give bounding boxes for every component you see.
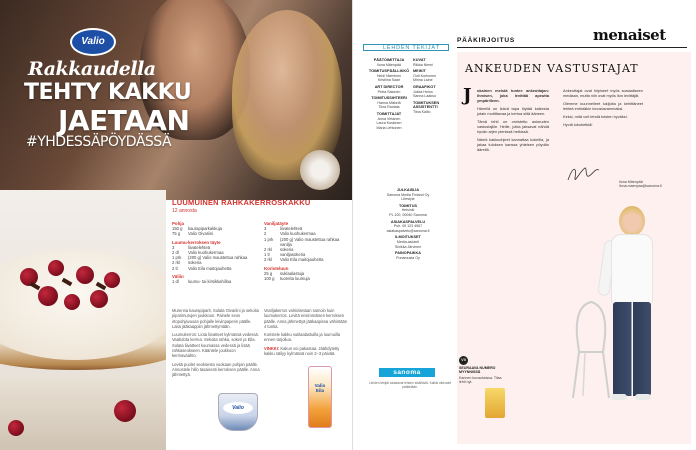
ingredient-name: Valio kuohukermaa [188, 250, 224, 256]
cake-plate [0, 380, 166, 450]
drop-cap: J [463, 85, 472, 106]
portrait-head [619, 206, 645, 236]
ingredient-row [264, 237, 350, 247]
staff-role: GRAAFIKOT [413, 84, 436, 89]
ingredient-row [264, 276, 350, 281]
method-paragraph: Koristele kakku suklaalastuilla ja luumuilla ennen tarjoilua. [264, 332, 340, 343]
product-label: Valio [223, 402, 253, 414]
method-paragraph: Levitä puolet seoksesta vuokaan pohjan päälle. Annostele hillo tasaisesti kerroksen päälle. Anna jähmettyä. [172, 361, 260, 378]
staff-name: Jukka Heino [413, 89, 433, 94]
editorial-paragraph: Hyviä lukuhetkiä! [563, 122, 593, 127]
recipe-serves: 12 annosta [172, 208, 197, 214]
ingredient-name: tuoreita luumuja [280, 276, 310, 282]
ingredient-name: liivatelehteä [188, 244, 211, 250]
editorial-paragraph: Keksi, mitä voit tehdä toisten hyväksi. [563, 114, 628, 119]
staff-role: TOIMITUSPÄÄLLIKKÖ [368, 69, 410, 74]
ingredient-amount: 2 [264, 231, 267, 237]
ingredient-amount: 3 [264, 226, 267, 232]
staff-role: TOIMITTAJAT [376, 111, 402, 116]
berry [76, 266, 94, 284]
berry [90, 290, 108, 308]
header-rule [457, 47, 687, 48]
staff-column-2 [413, 56, 457, 115]
method-paragraph: Luumukerros: Liota liivatteet kylmässä vedessä. Vaahdota kerma. Sekoita rahka, sokeri ja Eila. Sulata liivatteet kuumassa vedessä ja lisää rahkaseokseen. Kääntele joukkoon kermavaahto. [172, 332, 259, 359]
ingredient-column-1 [172, 218, 258, 284]
sanoma-logo: sanoma [379, 368, 435, 377]
berry [114, 400, 136, 422]
ingredient-row [172, 279, 258, 284]
ingredient-section-title: Väliin [172, 273, 184, 279]
staff-name: Anna Virtanen [377, 116, 401, 121]
ingredient-amount: 2 rkl [264, 257, 272, 263]
ingredient-row [264, 257, 350, 262]
product-package-rahka [218, 393, 258, 431]
editorial-title: ANKEUDEN VASTUSTAJAT [465, 62, 639, 75]
method-paragraph: Murenna kaurapiparit. Sulata Oivariini ja sekoita piparimurujen joukkoon. Painele seos irtopohjavuoan pohjalle leivinpaperin päälle. Laita jääkaappiin jähmettymään. [172, 308, 259, 329]
product-package-eila [308, 366, 332, 428]
staff-name: Puh. 09 123 4567 [393, 224, 423, 229]
staff-name: Maria Lehtonen [376, 125, 402, 130]
staff-name: Petra Salonen [377, 89, 401, 94]
ingredient-column-2 [264, 218, 350, 281]
recipe-method-2 [264, 308, 350, 359]
hero-script-heading: Rakkaudella [28, 58, 156, 80]
staff-role: TOIMITUKSEN ASSISTENTTI [413, 100, 440, 110]
ingredient-amount: 2 dl [172, 250, 179, 256]
ingredient-section-title: Pohja [172, 221, 184, 226]
staff-role: MEIKIT [413, 69, 426, 74]
ingredient-name: suklaalastuja [280, 270, 305, 276]
staff-name: Tiina Rantala [378, 105, 400, 110]
ingredient-amount: 100 g [264, 276, 275, 282]
ingredient-amount: 2 rkl [264, 247, 272, 253]
fine-print: Lehden tekijät vastaavat lehden sisällöstä. Kaikki oikeudet pidätetään. [368, 381, 452, 389]
ingredient-amount: 1 tl [264, 252, 270, 258]
recipe-method [172, 308, 260, 381]
staff-name: Riikka Niemi [413, 62, 433, 67]
hero-photo [0, 0, 352, 200]
staff-name: Minna Laine [413, 78, 433, 83]
ingredient-name: luumu- tai kirsikkahilloa [188, 279, 232, 285]
staff-name: Outi Korhonen [413, 73, 437, 78]
staff-name: Tiina Kallio [413, 109, 431, 114]
portrait-jeans [613, 302, 651, 396]
ingredient-amount: 1 dl [172, 279, 179, 285]
ingredient-section-title: Vaniljatäyte [264, 221, 289, 226]
ingredient-name: Valio Eila maitojauhetta [188, 265, 232, 271]
publisher-info [373, 186, 443, 260]
portrait-shoe [611, 394, 627, 400]
promo-title: SEURAAVA NUMERO MYYNNISSÄ [459, 366, 496, 375]
promo-badge: VII [459, 356, 468, 365]
staff-name: Ilona Mäenpää [377, 62, 401, 67]
hero-hashtag: #YHDESSÄPÖYDÄSSÄ [26, 134, 172, 150]
promo-magazine-cover [485, 388, 505, 418]
tip-heading: VINKKI: [264, 345, 280, 351]
portrait-shoe [635, 394, 651, 400]
ingredient-name: vaniljasokeria [280, 252, 306, 258]
staff-role: TOIMITUS [398, 203, 418, 208]
staff-column-1 [367, 56, 411, 130]
editor-signature [565, 162, 605, 186]
berry [104, 272, 120, 288]
ingredient-name: Valio Eila maitojauhetta [280, 257, 324, 263]
staff-name: Helsinki [401, 208, 415, 213]
staff-name: Heidi Nieminen [376, 73, 402, 78]
editorial-paragraph: okainen meistä tuntee ankeuttajan: ihmisen, joka levittää apeutta ympärilleen. [477, 88, 549, 103]
staff-name: Laura Koskinen [376, 121, 402, 126]
staff-name: Hanna Mäkelä [377, 100, 401, 105]
recipe-title: LUUMUINEN RAHKAKERROSKAKKU [172, 198, 311, 207]
editorial-paragraph: Olemme kuunnelleet lukijoita ja kehittäneet lehteä entistäkin innostavammaksi. [563, 101, 643, 111]
right-page [352, 0, 696, 450]
tip-text: Kakun voi pakastaa. Jäähdytetty kakku säilyy kylmässä noin 2–3 päivää. [264, 345, 340, 357]
ingredient-section-title: Luumu-kerroksen täyte [172, 239, 221, 245]
valio-logo: Valio [70, 28, 116, 56]
ingredient-section-title: Koristeluun [264, 265, 289, 271]
berry [64, 294, 80, 310]
ingredient-amount: 25 g [264, 270, 273, 276]
staff-role: ASIAKASPALVELU [390, 219, 426, 224]
promo-subtitle: Kannen kuvauksissa. Tilaa lehti nyt. [459, 375, 502, 385]
ingredient-amount: 2 tl [172, 265, 178, 271]
method-paragraph: Vaniljakerros valmistetaan samoin kuin luumukerros. Levitä ensimmäisen kerroksen päälle. Anna jähmettyä jääkaapissa vähintään 4 tuntia. [264, 308, 348, 329]
ingredient-name: sokeria [280, 247, 294, 253]
ingredient-name: Valio Oivariini [188, 231, 214, 237]
recipe [172, 198, 352, 450]
magazine-brand: menaiset [593, 26, 666, 44]
staff-name: Sanoma Media Finland Oy [386, 192, 430, 197]
hero-headline-line1: TEHTY KAKKU [24, 80, 192, 105]
staff-name: Lifestyle [401, 197, 415, 202]
coffee-cup [300, 150, 340, 190]
staff-title: LEHDEN TEKIJÄT [383, 45, 440, 51]
portrait-shirt [611, 234, 653, 304]
staff-name: PL 100, 00040 Sanoma [389, 212, 427, 217]
ingredient-row [172, 266, 258, 271]
product-label: Valio Eila [314, 383, 326, 393]
staff-name: Media-asiointi [396, 239, 420, 244]
staff-role: PAINOPAIKKA [394, 251, 422, 256]
staff-name: Sinikka Järvinen [394, 244, 422, 249]
staff-role: JULKAISIJA [396, 188, 420, 192]
berry [38, 286, 58, 306]
ingredient-amount: 150 g [172, 226, 183, 232]
editorial-paragraph: Ankeuttajat ovat hiipineet myös sosiaaliseen mediaan, mutta niin ovat myös ilon levittäjät. [563, 88, 643, 98]
ingredient-name: (200 g) Valio maustettua rahkaa [188, 255, 248, 261]
editorial-paragraph: Hänellä on ikävä tapa löytää kaikesta jotain moitittavaa ja kertoa siitä ääneen. [477, 106, 549, 116]
ingredient-name: liivatelehteä [280, 226, 303, 232]
signature-caption: Ilona Mäenpää ilona.maenpaa@sanoma.fi [619, 180, 662, 189]
staff-name: asiakaspalvelu@sanoma.fi [386, 228, 430, 233]
staff-name: Kristiina Saari [377, 78, 401, 83]
editor-portrait [599, 206, 671, 402]
ingredient-name: (200 g) Valio maustettua rahkaa vanilja [280, 236, 340, 247]
cake-photo [0, 190, 166, 450]
staff-name: Punamusta Oy [396, 255, 420, 260]
ingredient-amount: 3 [172, 244, 175, 250]
ingredient-amount: 1 prk [264, 236, 274, 242]
berry [48, 260, 64, 276]
ingredient-name: kaurapiparkakkuja [188, 226, 222, 232]
editorial-body-column-1 [477, 88, 549, 155]
berry [8, 420, 24, 436]
ingredient-amount: 1 prk [172, 255, 182, 261]
ingredient-name: Valio kuohukermaa [280, 231, 316, 237]
ingredient-name: sokeria [188, 260, 202, 266]
editorial-body-column-2 [563, 88, 643, 130]
editorial-paragraph: Nämä kakkuohjeet kannattaa kokeilla, ja jakaa tuloksen kanssa yhteisen pöydän äärellä. [477, 137, 549, 152]
staff-role: PÄÄTOIMITTAJA [373, 58, 405, 62]
ingredient-amount: 2 rkl [172, 260, 180, 266]
staff-role: ART DIRECTOR [374, 84, 404, 89]
staff-role: KUVAT [413, 58, 426, 62]
editorial-paragraph: Tämä lehti on omistettu ankeuden vastustajille. Heille, jotka jaksavat nähdä hyvän arjen pienissä hetkissä. [477, 119, 549, 134]
staff-role: ILMOITUKSET [395, 235, 421, 240]
hero-headline-line2: JAETAAN [58, 104, 190, 137]
ingredient-amount: 75 g [172, 231, 181, 237]
section-label: PÄÄKIRJOITUS [457, 37, 515, 44]
staff-name: Sanna Laakso [413, 94, 436, 99]
ingredient-row [172, 231, 258, 236]
staff-role: TOIMITUSSIHTEERI [371, 96, 407, 101]
